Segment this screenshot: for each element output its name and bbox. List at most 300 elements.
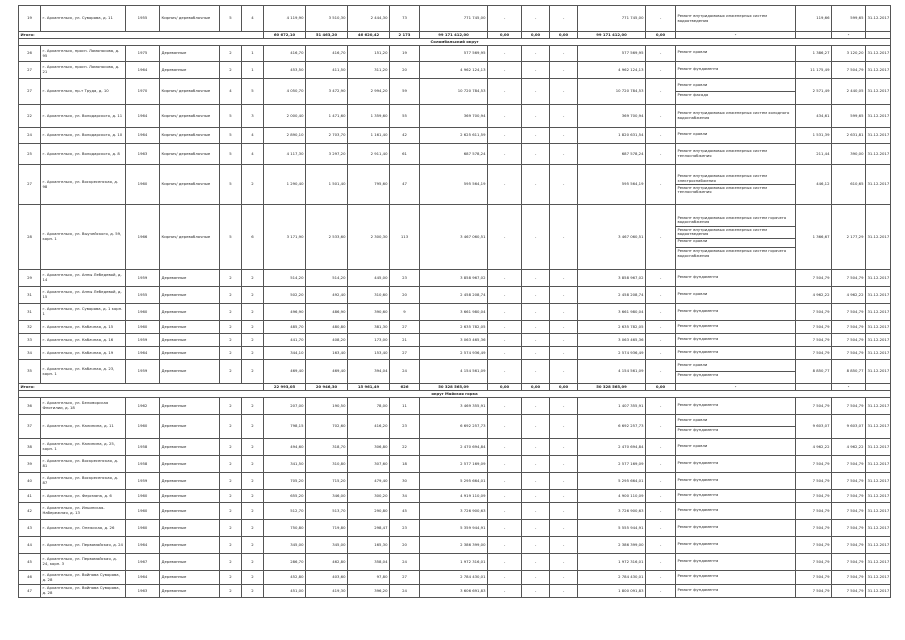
area-cell: 310,60 — [348, 287, 390, 304]
area-cell: 2 444,30 — [348, 6, 390, 32]
funding-cell: - — [550, 347, 578, 360]
funding-cell: - — [522, 334, 550, 347]
entrances-cell: 2 — [242, 473, 264, 490]
work-types-cell — [676, 398, 796, 415]
year-cell: 1958 — [126, 439, 160, 456]
total-area-cell: 798,15 — [264, 415, 306, 439]
cost-cell: 3 467 060,51 — [420, 205, 488, 270]
table-row — [19, 439, 891, 456]
address-cell: г. Архангельск, ул. Кабачная, д. 19 — [41, 347, 126, 360]
work-types-cell — [676, 334, 796, 347]
area-cell: 469,40 — [306, 360, 348, 384]
total-cell: 0,00 — [646, 32, 676, 39]
funding-cell: - — [550, 503, 578, 520]
work-types-cell — [676, 304, 796, 321]
residents-cell: 11 — [390, 398, 420, 415]
table-row — [19, 165, 891, 205]
table-row — [19, 287, 891, 304]
total-cell — [796, 32, 832, 39]
total-cell: 99 171 412,00 — [420, 32, 488, 39]
work-types-cell — [676, 360, 796, 384]
work-types-cell — [676, 128, 796, 144]
work-types-cell — [676, 554, 796, 571]
floors-cell: 2 — [220, 304, 242, 321]
limit-cost-cell: 7 504,79 — [832, 585, 866, 598]
total-cost-cell: 4 900 110,09 — [578, 490, 646, 503]
total-cell: 99 171 412,00 — [578, 32, 646, 39]
total-cell: 0,00 — [522, 32, 550, 39]
year-cell: 1955 — [126, 287, 160, 304]
wall-material-cell: Деревянные — [160, 398, 220, 415]
area-cell: 719,80 — [306, 520, 348, 537]
funding-cell: - — [550, 571, 578, 585]
funding-cell: - — [550, 537, 578, 554]
work-types-cell — [676, 205, 796, 270]
total-area-cell: 441,70 — [264, 334, 306, 347]
wall-material-cell: Деревянные — [160, 456, 220, 473]
cost-cell: 4 919 110,09 — [420, 490, 488, 503]
funding-cell: - — [550, 46, 578, 62]
work-type: Ремонт кровли — [676, 362, 795, 372]
total-cost-cell: 1 820 631,54 — [578, 128, 646, 144]
floors-cell: 2 — [220, 520, 242, 537]
table-row — [19, 360, 891, 384]
total-cell: 2 173 — [390, 32, 420, 39]
work-type: Ремонт фундамента — [677, 586, 719, 592]
table-row — [19, 398, 891, 415]
total-cell: - — [832, 32, 866, 39]
cost-cell: 1 972 316,01 — [420, 554, 488, 571]
funding-cell: - — [522, 205, 550, 270]
area-cell: 795,60 — [348, 165, 390, 205]
entrances-cell: 2 — [242, 165, 264, 205]
area-cell: 715,20 — [306, 473, 348, 490]
wall-material-cell: Деревянные — [160, 473, 220, 490]
table-row — [19, 571, 891, 585]
residents-cell: 42 — [390, 128, 420, 144]
wall-material-cell: Деревянные — [160, 287, 220, 304]
total-cost-cell: 369 700,94 — [578, 105, 646, 128]
year-cell: 1963 — [126, 144, 160, 165]
area-cell: 97,80 — [348, 571, 390, 585]
funding-cell: - — [646, 334, 676, 347]
work-types-cell — [676, 105, 796, 128]
residents-cell: 24 — [390, 554, 420, 571]
floors-cell: 5 — [220, 165, 242, 205]
total-cost-cell: 1 407 355,91 — [578, 398, 646, 415]
year-cell: 1967 — [126, 554, 160, 571]
wall-material-cell: Кирпич/ деревоблочные — [160, 165, 220, 205]
cost-cell: 2 386 399,00 — [420, 537, 488, 554]
year-cell: 1964 — [126, 62, 160, 79]
row-number: 22 — [19, 105, 41, 128]
total-area-cell: 207,00 — [264, 398, 306, 415]
table-row — [19, 347, 891, 360]
residents-cell: 20 — [390, 287, 420, 304]
area-cell: 290,80 — [348, 503, 390, 520]
funding-cell: - — [488, 398, 522, 415]
table-row — [19, 456, 891, 473]
deadline-cell: 31.12.2017 — [866, 304, 891, 321]
total-area-cell: 345,00 — [264, 537, 306, 554]
entrances-cell: 2 — [242, 520, 264, 537]
row-number: 33 — [19, 334, 41, 347]
funding-cell: - — [646, 490, 676, 503]
funding-cell: - — [522, 503, 550, 520]
unit-cost-cell: 7 504,79 — [796, 503, 832, 520]
address-cell: г. Архангельск, ул. Первомайская, д. 24, корп. 3 — [41, 554, 126, 571]
funding-cell: - — [550, 456, 578, 473]
table-row — [19, 554, 891, 571]
limit-cost-cell: 7 504,79 — [832, 554, 866, 571]
row-number: 31 — [19, 304, 41, 321]
floors-cell: 2 — [220, 360, 242, 384]
area-cell: 3 297,20 — [306, 144, 348, 165]
deadline-cell: 31.12.2017 — [866, 165, 891, 205]
area-cell: 702,60 — [306, 415, 348, 439]
address-cell: г. Архангельск, ул. Воскресенская, д. 87 — [41, 473, 126, 490]
wall-material-cell: Деревянные — [160, 46, 220, 62]
work-type: Ремонт фундамента — [677, 573, 719, 578]
entrances-cell: 4 — [242, 144, 264, 165]
floors-cell: 2 — [220, 287, 242, 304]
year-cell: 1955 — [126, 6, 160, 32]
wall-material-cell: Деревянные — [160, 270, 220, 287]
limit-cost-cell: 599,65 — [832, 105, 866, 128]
funding-cell: - — [522, 347, 550, 360]
work-type: Ремонт внутридомовых инженерных систем горячего водоснабжения — [677, 247, 787, 258]
funding-cell: - — [550, 473, 578, 490]
residents-cell: 24 — [390, 585, 420, 598]
year-cell: 1959 — [126, 360, 160, 384]
deadline-cell: 31.12.2017 — [866, 415, 891, 439]
address-cell: г. Архангельск, ул. Беломорская Флотилии, д. 18 — [41, 398, 126, 415]
wall-material-cell: Деревянные — [160, 439, 220, 456]
year-cell: 1960 — [126, 503, 160, 520]
funding-cell: - — [488, 128, 522, 144]
total-cost-cell: 3 467 060,51 — [578, 205, 646, 270]
total-cost-cell: 5 555 944,91 — [578, 520, 646, 537]
floors-cell: 2 — [220, 571, 242, 585]
entrances-cell: 2 — [242, 490, 264, 503]
total-area-cell: 4 050,70 — [264, 79, 306, 105]
total-cell — [866, 384, 891, 391]
wall-material-cell: Деревянные — [160, 554, 220, 571]
year-cell: 1960 — [126, 520, 160, 537]
unit-cost-cell: 7 504,79 — [796, 490, 832, 503]
table-row — [19, 520, 891, 537]
row-number: 27 — [19, 79, 41, 105]
year-cell: 1970 — [126, 79, 160, 105]
wall-material-cell: Кирпич/ деревоблочные — [160, 105, 220, 128]
entrances-cell: 2 — [242, 503, 264, 520]
entrances-cell: 2 — [242, 456, 264, 473]
work-type: Ремонт внутридомовых инженерных систем теплоснабжения — [677, 184, 768, 195]
funding-cell: - — [522, 287, 550, 304]
funding-cell: - — [522, 439, 550, 456]
total-cost-cell: 1 800 091,83 — [578, 585, 646, 598]
total-cost-cell: 4 154 561,09 — [578, 360, 646, 384]
funding-cell: - — [522, 304, 550, 321]
total-area-cell: 469,40 — [264, 360, 306, 384]
work-types-cell — [676, 287, 796, 304]
cost-cell: 3 726 900,63 — [420, 503, 488, 520]
total-area-cell: 485,70 — [264, 321, 306, 334]
table-row — [19, 62, 891, 79]
limit-cost-cell: 7 504,79 — [832, 270, 866, 287]
residents-cell: 34 — [390, 490, 420, 503]
work-type: Ремонт фасада — [677, 91, 709, 97]
year-cell: 1959 — [126, 473, 160, 490]
unit-cost-cell: 7 504,79 — [796, 585, 832, 598]
total-area-cell: 286,70 — [264, 554, 306, 571]
floors-cell: 2 — [220, 415, 242, 439]
funding-cell: - — [522, 415, 550, 439]
table-row — [19, 128, 891, 144]
area-cell: 346,00 — [306, 490, 348, 503]
address-cell: г. Архангельск, ул. Анны Лебедевой, д. 14 — [41, 270, 126, 287]
funding-cell: - — [646, 571, 676, 585]
funding-cell: - — [488, 334, 522, 347]
funding-cell: - — [488, 490, 522, 503]
entrances-cell: 2 — [242, 398, 264, 415]
funding-cell: - — [550, 398, 578, 415]
limit-cost-cell: 599,65 — [832, 6, 866, 32]
deadline-cell: 31.12.2017 — [866, 456, 891, 473]
address-cell: г. Архангельск, ул. Онежская, д. 26 — [41, 520, 126, 537]
area-cell: 394,04 — [348, 360, 390, 384]
year-cell: 1962 — [126, 398, 160, 415]
deadline-cell: 31.12.2017 — [866, 490, 891, 503]
residents-cell: 20 — [390, 62, 420, 79]
area-cell: 416,20 — [348, 415, 390, 439]
row-number: 40 — [19, 473, 41, 490]
deadline-cell: 31.12.2017 — [866, 128, 891, 144]
deadline-cell: 31.12.2017 — [866, 79, 891, 105]
residents-cell: 21 — [390, 334, 420, 347]
work-type: Ремонт фундамента — [677, 491, 719, 497]
total-area-cell: 514,20 — [264, 270, 306, 287]
work-type: Ремонт фундамента — [677, 557, 719, 563]
address-cell: г. Архангельск, ул. Первомайская, д. 24 — [41, 537, 126, 554]
floors-cell: 2 — [220, 321, 242, 334]
funding-cell: - — [646, 520, 676, 537]
limit-cost-cell: 7 504,79 — [832, 571, 866, 585]
funding-cell: - — [488, 360, 522, 384]
total-area-cell: 1 290,40 — [264, 165, 306, 205]
limit-cost-cell: 3 120,20 — [832, 46, 866, 62]
unit-cost-cell: 446,12 — [796, 165, 832, 205]
work-types-cell — [676, 490, 796, 503]
unit-cost-cell: 119,66 — [796, 6, 832, 32]
total-cell: 46 620,42 — [348, 32, 390, 39]
address-cell: г. Архангельск, просп. Ломоносова, д. 21 — [41, 62, 126, 79]
residents-cell: 30 — [390, 473, 420, 490]
address-cell: г. Архангельск, ул. Войнова Суворова, д. 28 — [41, 585, 126, 598]
funding-cell: - — [550, 520, 578, 537]
year-cell: 1975 — [126, 46, 160, 62]
floors-cell: 5 — [220, 205, 242, 270]
work-type: Ремонт фундамента — [677, 459, 719, 465]
area-cell: 396,20 — [348, 585, 390, 598]
row-number: 41 — [19, 490, 41, 503]
funding-cell: - — [646, 503, 676, 520]
row-number: 45 — [19, 554, 41, 571]
address-cell: г. Архангельск, ул. Анны Лебедевой, д. 15 — [41, 287, 126, 304]
cost-cell: 2 470 694,84 — [420, 439, 488, 456]
unit-cost-cell: 11 175,49 — [796, 62, 832, 79]
cost-cell: 2 574 936,49 — [420, 347, 488, 360]
funding-cell: - — [550, 105, 578, 128]
funding-cell: - — [488, 79, 522, 105]
entrances-cell: 1 — [242, 62, 264, 79]
limit-cost-cell: 4 962,22 — [832, 287, 866, 304]
total-cost-cell: 3 063 465,36 — [578, 334, 646, 347]
total-area-cell: 416,70 — [264, 46, 306, 62]
year-cell: 1963 — [126, 585, 160, 598]
funding-cell: - — [646, 79, 676, 105]
cost-cell: 3 063 465,36 — [420, 334, 488, 347]
wall-material-cell: Деревянные — [160, 520, 220, 537]
floors-cell: 2 — [220, 46, 242, 62]
total-cell: 51 463,20 — [306, 32, 348, 39]
table-row — [19, 105, 891, 128]
deadline-cell: 31.12.2017 — [866, 334, 891, 347]
funding-cell: - — [646, 144, 676, 165]
deadline-cell: 31.12.2017 — [866, 520, 891, 537]
work-type: Ремонт внутридомовых инженерных систем электроснабжения — [676, 173, 795, 185]
year-cell: 1964 — [126, 571, 160, 585]
work-type: Ремонт фундамента — [677, 540, 719, 546]
total-area-cell: 453,50 — [264, 62, 306, 79]
work-types-cell — [676, 6, 796, 32]
unit-cost-cell: 7 504,79 — [796, 554, 832, 571]
funding-cell: - — [522, 456, 550, 473]
cost-cell: 2 635 782,05 — [420, 321, 488, 334]
funding-cell: - — [488, 585, 522, 598]
cost-cell: 687 578,24 — [420, 144, 488, 165]
address-cell: г. Архангельск, пр-т Труда, д. 10 — [41, 79, 126, 105]
unit-cost-cell: 7 504,79 — [796, 270, 832, 287]
funding-cell: - — [488, 537, 522, 554]
funding-cell: - — [522, 105, 550, 128]
row-number: 46 — [19, 571, 41, 585]
wall-material-cell: Кирпич/ деревоблочные — [160, 128, 220, 144]
area-cell: 311,20 — [348, 62, 390, 79]
unit-cost-cell: 7 504,79 — [796, 398, 832, 415]
floors-cell: 2 — [220, 62, 242, 79]
funding-cell: - — [488, 6, 522, 32]
area-cell: 514,20 — [306, 270, 348, 287]
total-row — [19, 384, 891, 391]
limit-cost-cell: 7 504,79 — [832, 321, 866, 334]
funding-cell: - — [522, 360, 550, 384]
table-row — [19, 585, 891, 598]
table-row — [19, 537, 891, 554]
table-row — [19, 304, 891, 321]
deadline-cell: 31.12.2017 — [866, 205, 891, 270]
total-cost-cell: 2 386 399,00 — [578, 537, 646, 554]
funding-cell: - — [550, 554, 578, 571]
area-cell: 345,00 — [306, 537, 348, 554]
table-row — [19, 503, 891, 520]
funding-cell: - — [550, 415, 578, 439]
area-cell: 480,80 — [306, 321, 348, 334]
funding-cell: - — [646, 46, 676, 62]
address-cell: г. Архангельск, ул. Калинина, д. 11 — [41, 415, 126, 439]
limit-cost-cell: 4 962,22 — [832, 439, 866, 456]
funding-cell: - — [488, 473, 522, 490]
floors-cell: 4 — [220, 79, 242, 105]
row-number: 36 — [19, 398, 41, 415]
table-row — [19, 79, 891, 105]
area-cell: 165,30 — [348, 537, 390, 554]
cost-cell: 2 458 208,74 — [420, 287, 488, 304]
work-type: Ремонт кровли — [677, 49, 708, 54]
entrances-cell: 2 — [242, 321, 264, 334]
entrances-cell: 3 — [242, 105, 264, 128]
unit-cost-cell: 211,44 — [796, 144, 832, 165]
work-type: Ремонт фундамента — [677, 335, 719, 341]
work-type: Ремонт фундамента — [677, 65, 719, 71]
funding-cell: - — [488, 554, 522, 571]
total-cell: 60 672,10 — [264, 32, 306, 39]
address-cell: г. Архангельск, ул. Кабачная, д. 16 — [41, 334, 126, 347]
entrances-cell: 4 — [242, 128, 264, 144]
work-type: Ремонт кровли — [676, 417, 795, 427]
work-types-cell — [676, 347, 796, 360]
cost-cell: 369 700,94 — [420, 105, 488, 128]
work-type: Ремонт фундамента — [677, 506, 719, 512]
wall-material-cell: Деревянные — [160, 304, 220, 321]
entrances-cell: 1 — [242, 46, 264, 62]
cost-cell: 577 569,95 — [420, 46, 488, 62]
work-types-cell — [676, 321, 796, 334]
work-types-cell — [676, 439, 796, 456]
funding-cell: - — [646, 105, 676, 128]
limit-cost-cell: 7 504,79 — [832, 398, 866, 415]
total-cell: 0,00 — [550, 32, 578, 39]
funding-cell: - — [550, 585, 578, 598]
funding-cell: - — [522, 520, 550, 537]
area-cell: 78,00 — [348, 398, 390, 415]
work-type: Ремонт фундамента — [677, 348, 719, 354]
deadline-cell: 31.12.2017 — [866, 439, 891, 456]
floors-cell: 5 — [220, 6, 242, 32]
entrances-cell: 2 — [242, 270, 264, 287]
floors-cell: 2 — [220, 585, 242, 598]
cost-cell: 2 784 430,01 — [420, 571, 488, 585]
limit-cost-cell: 610,65 — [832, 165, 866, 205]
row-number: 44 — [19, 537, 41, 554]
funding-cell: - — [646, 165, 676, 205]
deadline-cell: 31.12.2017 — [866, 554, 891, 571]
floors-cell: 5 — [220, 144, 242, 165]
total-cell: 15 961,49 — [348, 384, 390, 391]
deadline-cell: 31.12.2017 — [866, 321, 891, 334]
funding-cell: - — [488, 347, 522, 360]
total-area-cell: 750,80 — [264, 520, 306, 537]
entrances-cell: 2 — [242, 537, 264, 554]
work-types-cell — [676, 503, 796, 520]
total-cost-cell: 6 692 257,73 — [578, 415, 646, 439]
funding-cell: - — [550, 304, 578, 321]
floors-cell: 5 — [220, 128, 242, 144]
work-type: Ремонт фундамента — [677, 476, 719, 482]
work-types-cell — [676, 520, 796, 537]
limit-cost-cell: 390,00 — [832, 144, 866, 165]
total-cost-cell: 771 745,00 — [578, 6, 646, 32]
